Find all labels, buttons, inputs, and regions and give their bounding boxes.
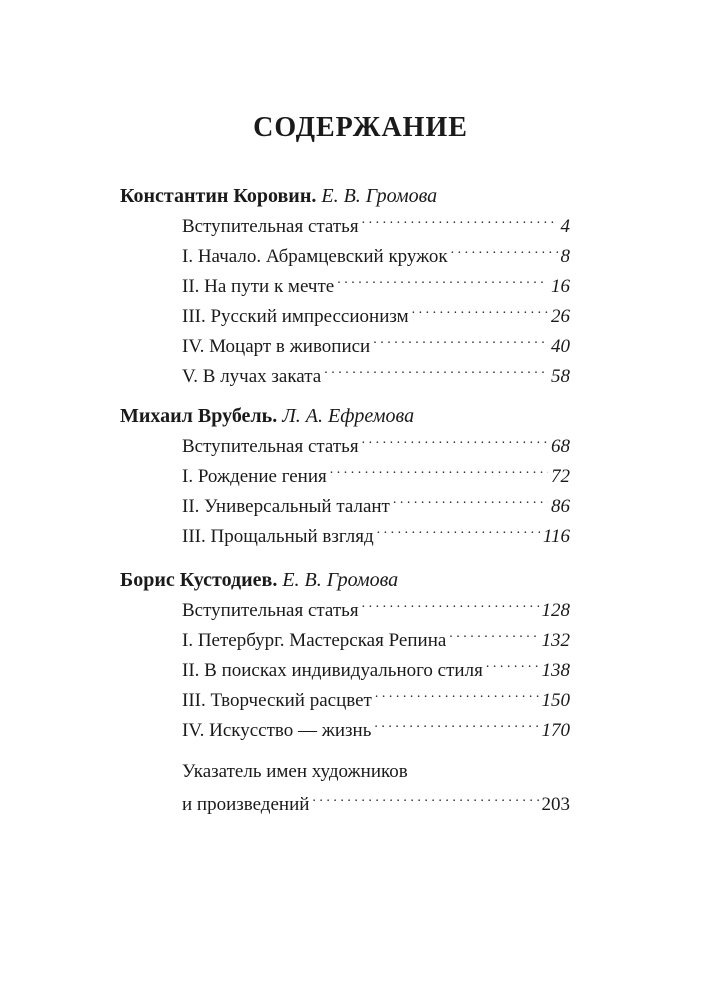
section-author: Михаил Врубель.	[120, 405, 278, 427]
toc-entry[interactable]	[182, 242, 570, 272]
entry-label: Вступительная статья	[182, 436, 359, 457]
toc-entry[interactable]	[182, 332, 570, 362]
entry-label: Вступительная статья	[182, 600, 359, 621]
entry-page: 16	[551, 276, 570, 297]
dot-leader	[393, 492, 548, 512]
entry-page: 150	[541, 690, 570, 711]
entry-page: 26	[551, 306, 570, 327]
toc-entry	[182, 790, 570, 820]
dot-leader	[330, 462, 548, 482]
entry-page: 68	[551, 436, 570, 457]
entry-page: 8	[560, 246, 570, 267]
dot-leader	[451, 242, 558, 262]
toc-index-entry[interactable]	[182, 760, 570, 820]
entry-page: 40	[551, 336, 570, 357]
dot-leader	[362, 212, 558, 232]
entry-label: I. Рождение гения	[182, 466, 327, 487]
entry-page: 138	[541, 660, 570, 681]
index-page: 203	[541, 794, 570, 815]
entry-label: III. Русский импрессионизм	[182, 306, 409, 327]
entry-label: IV. Моцарт в живописи	[182, 336, 371, 357]
dot-leader	[373, 332, 548, 352]
toc-entry[interactable]	[182, 716, 570, 746]
toc-entry[interactable]	[182, 492, 570, 522]
entry-label: III. Прощальный взгляд	[182, 526, 374, 547]
toc-section-kustodiev	[120, 568, 570, 746]
index-label-line1: Указатель имен художников	[182, 761, 408, 782]
entry-label: II. В поисках индивидуального стиля	[182, 660, 483, 681]
entry-page: 116	[542, 526, 570, 547]
entry-page: 58	[551, 366, 570, 387]
toc-entry[interactable]	[182, 272, 570, 302]
section-heading	[120, 404, 570, 432]
section-heading	[120, 568, 570, 596]
dot-leader	[312, 790, 538, 810]
page-title: СОДЕРЖАНИЕ	[253, 112, 468, 143]
entry-label: II. На пути к мечте	[182, 276, 335, 297]
toc-entry[interactable]	[182, 522, 570, 552]
toc-entry[interactable]	[182, 302, 570, 332]
entry-label: V. В лучах заката	[182, 366, 322, 387]
section-author: Константин Коровин.	[120, 185, 317, 207]
dot-leader	[362, 432, 548, 452]
toc-entry[interactable]	[182, 686, 570, 716]
dot-leader	[377, 522, 540, 542]
section-editor: Е. В. Громова	[282, 569, 399, 591]
entry-label: I. Петербург. Мастерская Репина	[182, 630, 447, 651]
entry-page: 86	[551, 496, 570, 517]
entry-page: 132	[541, 630, 570, 651]
dot-leader	[362, 596, 539, 616]
toc-entry[interactable]	[182, 212, 570, 242]
toc-entry[interactable]	[182, 656, 570, 686]
section-author: Борис Кустодиев.	[120, 569, 278, 591]
dot-leader	[324, 362, 548, 382]
entry-page: 128	[541, 600, 570, 621]
toc-section-korovin	[120, 184, 570, 392]
toc-entry[interactable]	[182, 462, 570, 492]
section-editor: Л. А. Ефремова	[282, 405, 415, 427]
toc-entry[interactable]	[182, 596, 570, 626]
dot-leader	[486, 656, 539, 676]
dot-leader	[449, 626, 538, 646]
toc-entry[interactable]	[182, 432, 570, 462]
section-heading	[120, 184, 570, 212]
entry-page: 72	[551, 466, 570, 487]
toc-section-vrubel	[120, 404, 570, 552]
entry-page: 4	[560, 216, 570, 237]
section-editor: Е. В. Громова	[321, 185, 438, 207]
toc-entry[interactable]	[182, 626, 570, 656]
entry-label: II. Универсальный талант	[182, 496, 390, 517]
dot-leader	[375, 686, 539, 706]
entry-label: I. Начало. Абрамцевский кружок	[182, 246, 448, 267]
entry-label: Вступительная статья	[182, 216, 359, 237]
dot-leader	[412, 302, 548, 322]
entry-page: 170	[541, 720, 570, 741]
toc-entry[interactable]	[182, 362, 570, 392]
entry-label: III. Творческий расцвет	[182, 690, 372, 711]
dot-leader	[337, 272, 548, 292]
entry-label: IV. Искусство — жизнь	[182, 720, 372, 741]
dot-leader	[374, 716, 538, 736]
index-label-line2: и произведений	[182, 794, 310, 815]
